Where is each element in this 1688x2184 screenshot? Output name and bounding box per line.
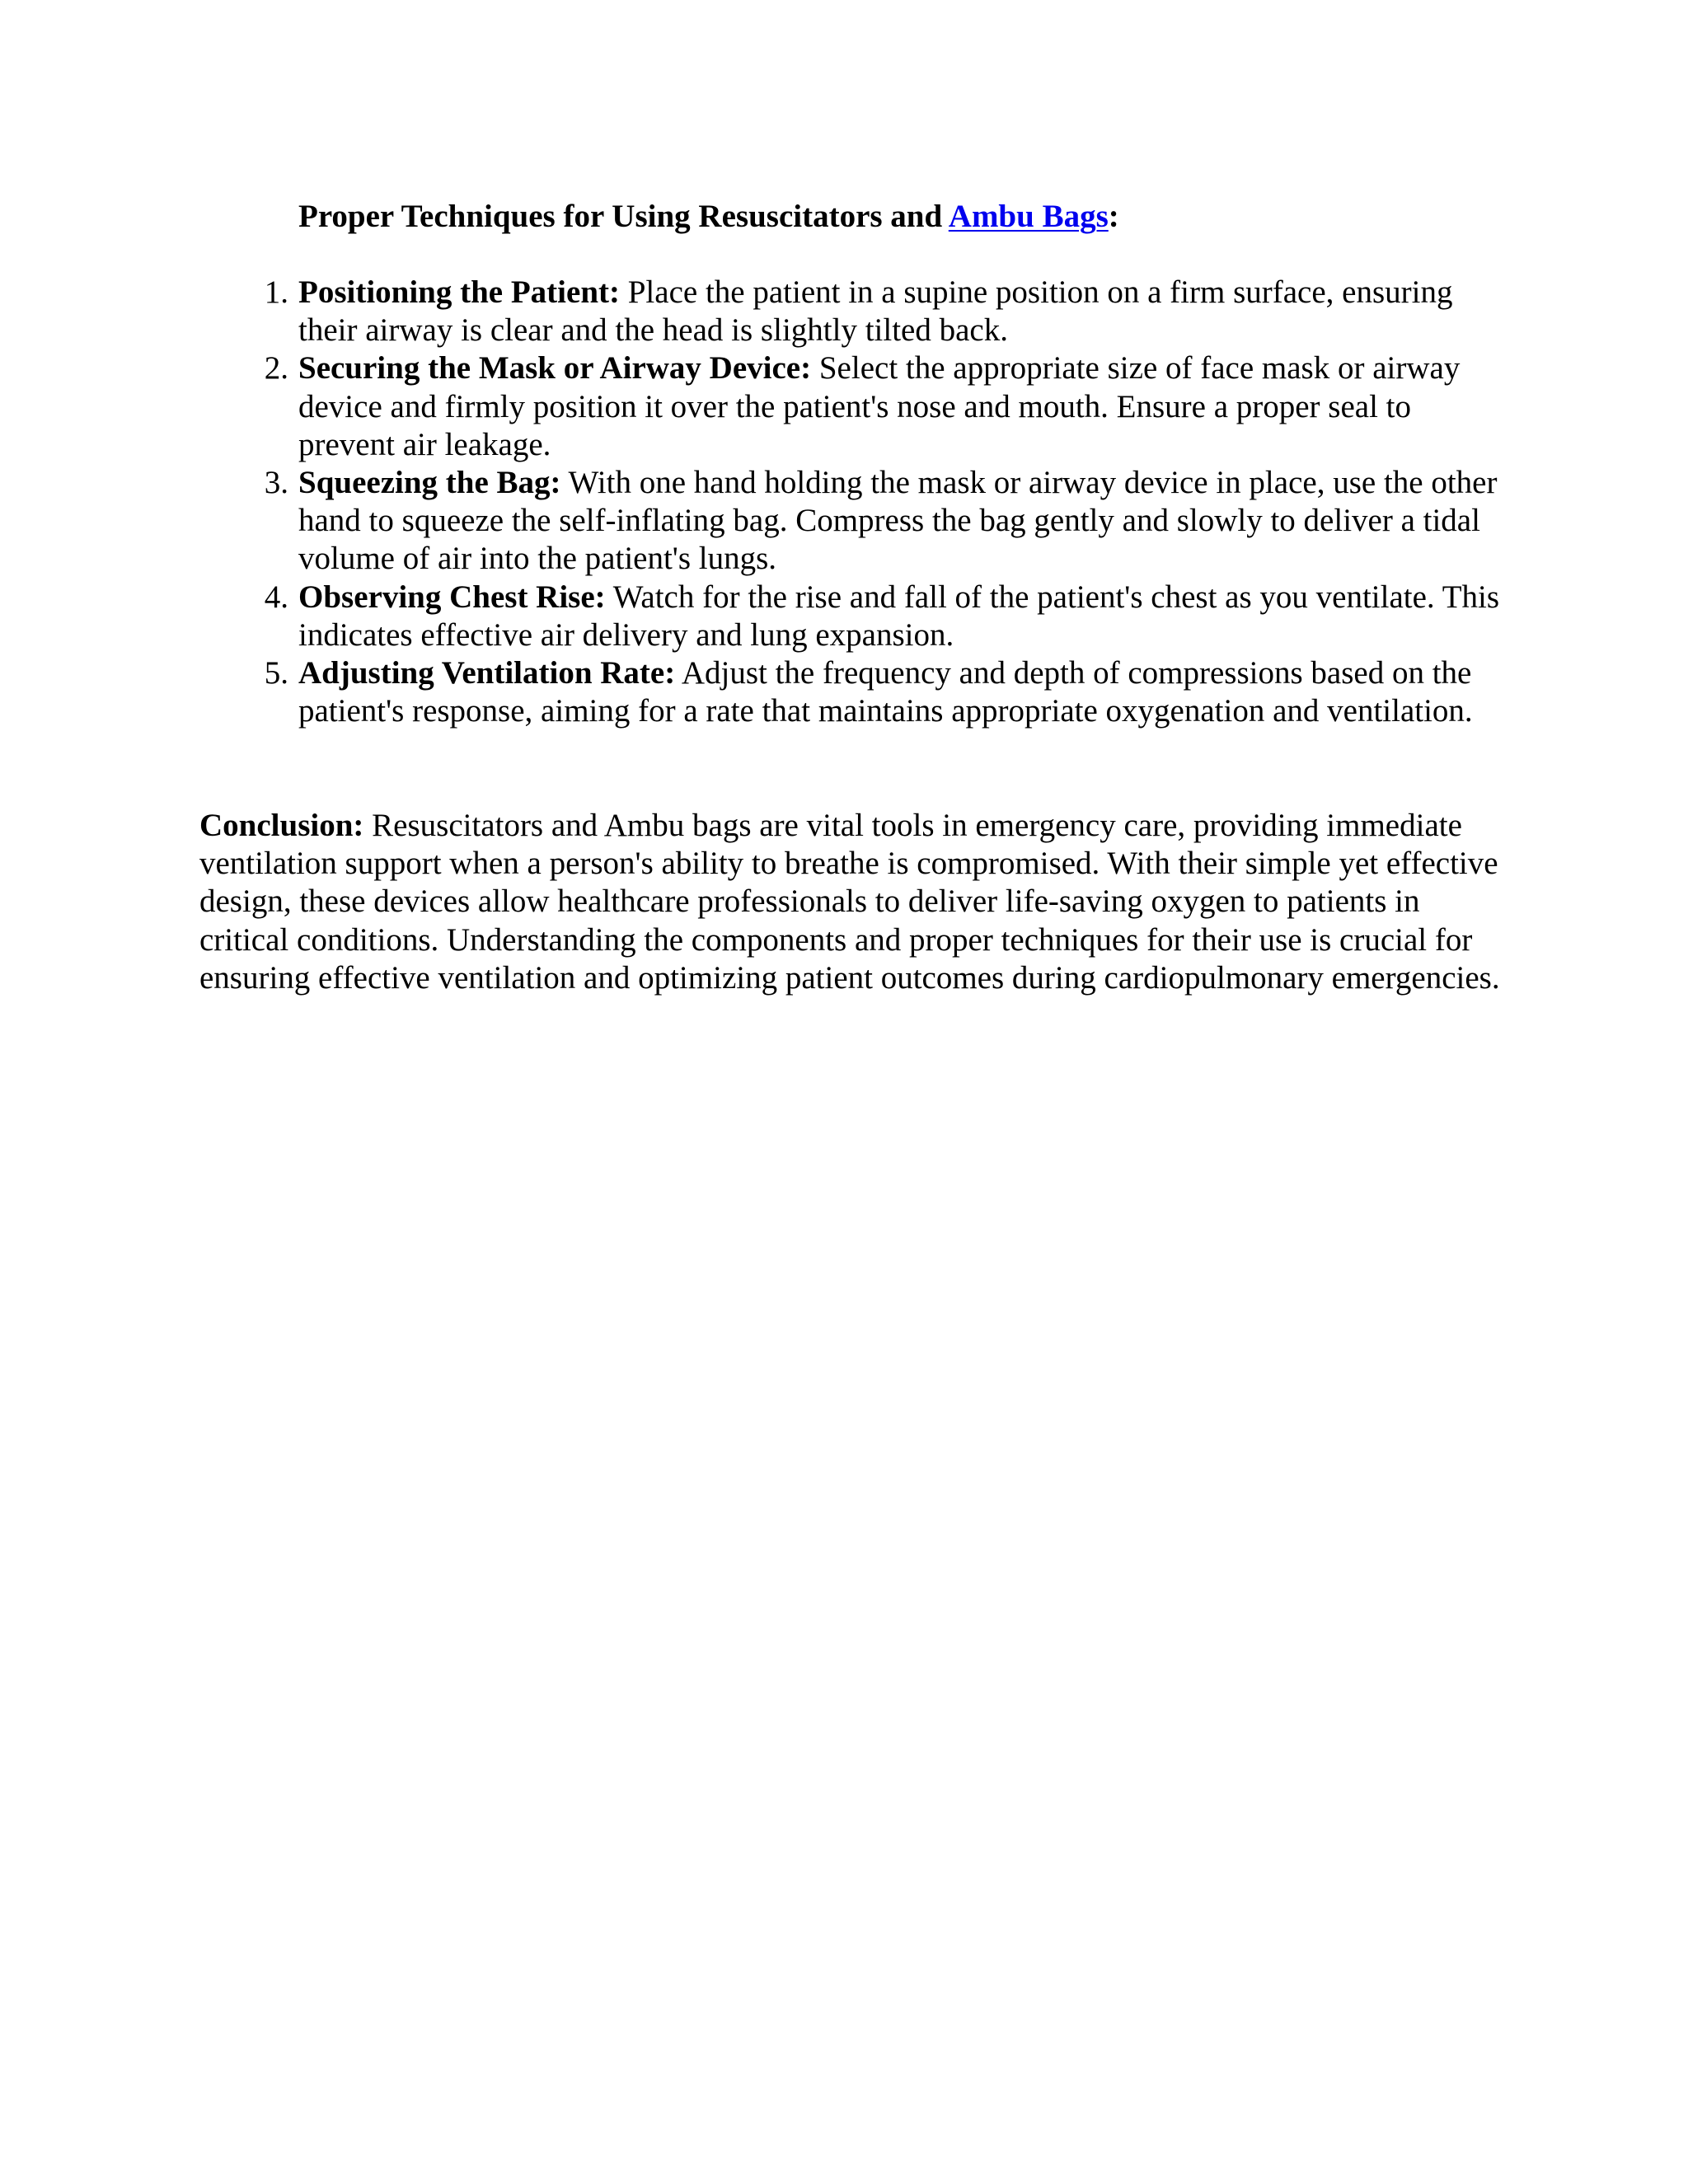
step-text: Place the patient in a supine position on a firm surface, ensuring their airway is clear and the head is slightly tilted back. bbox=[298, 274, 1453, 349]
step-text: With one hand holding the mask or airway device in place, use the other hand to squeeze the self-inflating bag. Compress the bag gently and slowly to deliver a tidal volume of air into the patient's lungs. bbox=[298, 465, 1498, 577]
step-text: Select the appropriate size of face mask or airway device and firmly position it over the patient's nose and mouth. Ensure a proper seal to prevent air leakage. bbox=[298, 350, 1461, 462]
step-text: Adjust the frequency and depth of compressions based on the patient's response, aiming for a rate that maintains appropriate oxygenation and ventilation. bbox=[298, 655, 1473, 729]
heading-text: Proper Techniques for Using Resuscitators and bbox=[298, 199, 949, 234]
list-number: 1. bbox=[264, 274, 288, 310]
list-number: 2. bbox=[264, 350, 288, 387]
step-title: Positioning the Patient: bbox=[298, 274, 620, 310]
list-item bbox=[264, 654, 1502, 730]
step-title: Squeezing the Bag: bbox=[298, 465, 561, 501]
list-item bbox=[264, 579, 1502, 654]
conclusion-label: Conclusion: bbox=[199, 808, 364, 843]
list-item bbox=[264, 464, 1502, 579]
step-text: Watch for the rise and fall of the patient's chest as you ventilate. This indicates effective air delivery and lung expansion. bbox=[298, 579, 1500, 653]
list-number: 3. bbox=[264, 465, 288, 501]
conclusion-text: Resuscitators and Ambu bags are vital tools in emergency care, providing immediate ventilation support when a person's ability to breathe is compromised. With their simple yet effective design, these devices allow healthcare professionals to deliver life-saving oxygen to patients in critical conditions. Understanding the components and proper techniques for their use is crucial for ensuring effective ventilation and optimizing patient outcomes during cardiopulmonary emergencies. bbox=[199, 808, 1500, 996]
list-item bbox=[264, 274, 1502, 349]
list-number: 5. bbox=[264, 655, 288, 691]
list-number: 4. bbox=[264, 579, 288, 615]
conclusion-paragraph bbox=[199, 807, 1502, 997]
ambu-bags-link[interactable]: Ambu Bags bbox=[948, 199, 1109, 234]
step-title: Adjusting Ventilation Rate: bbox=[298, 655, 676, 691]
step-title: Securing the Mask or Airway Device: bbox=[298, 350, 812, 387]
heading-colon: : bbox=[1108, 199, 1119, 234]
step-title: Observing Chest Rise: bbox=[298, 579, 606, 615]
list-item bbox=[264, 349, 1502, 464]
section-heading bbox=[298, 198, 1119, 236]
techniques-list bbox=[264, 274, 1502, 730]
